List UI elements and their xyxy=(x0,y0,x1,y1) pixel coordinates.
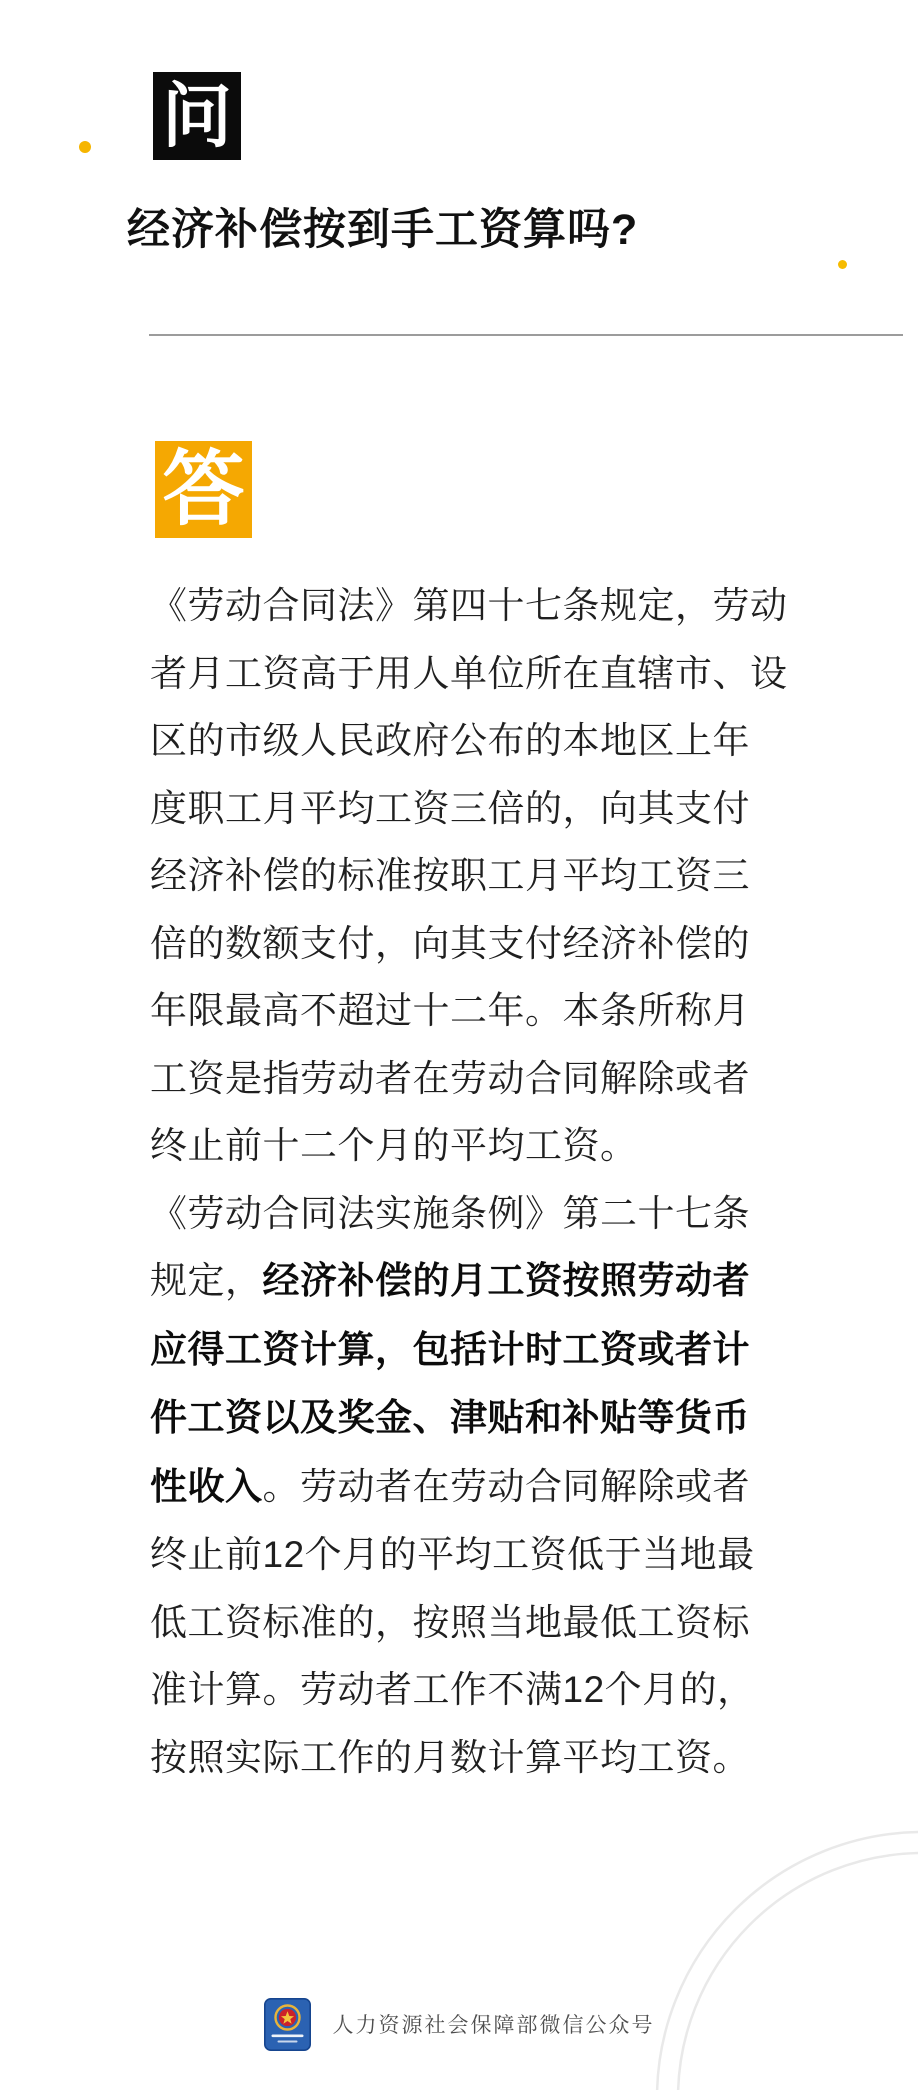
question-marker-glyph: 问 xyxy=(162,77,232,155)
answer-text-bold: 件工资以及奖金、津贴和补贴等货币 xyxy=(150,1398,750,1439)
answer-text: 按照实际工作的月数计算平均工资。 xyxy=(150,1736,750,1778)
answer-text: 《劳动合同法实施条例》第二十七条 xyxy=(150,1192,750,1234)
answer-line xyxy=(150,1453,810,1522)
answer-line xyxy=(150,1180,810,1248)
answer-text: 终止前十二个月的平均工资。 xyxy=(150,1125,638,1166)
answer-line xyxy=(150,1724,810,1792)
answer-line xyxy=(150,775,810,843)
answer-text: 低工资标准的，按照当地最低工资标 xyxy=(150,1601,750,1643)
answer-text-bold: 性收入 xyxy=(150,1466,263,1508)
answer-line xyxy=(150,1045,810,1113)
answer-marker-block xyxy=(155,441,252,538)
answer-text: 者月工资高于用人单位所在直辖市、设 xyxy=(150,652,788,694)
answer-line xyxy=(150,842,810,910)
answer-line xyxy=(150,1247,810,1316)
answer-text: 《劳动合同法》第四十七条规定，劳动 xyxy=(150,585,788,626)
answer-text: 准计算。劳动者工作不满12个月的， xyxy=(150,1669,755,1710)
answer-line xyxy=(150,1384,810,1453)
answer-line xyxy=(150,977,810,1045)
answer-text: 终止前12个月的平均工资低于当地最 xyxy=(150,1534,755,1575)
answer-text: 度职工月平均工资三倍的，向其支付 xyxy=(150,787,750,829)
question-title: 经济补偿按到手工资算吗? xyxy=(127,206,639,254)
answer-line xyxy=(150,640,810,708)
answer-line xyxy=(150,1656,810,1724)
answer-line xyxy=(150,1521,810,1589)
answer-text-bold: 经济补偿的月工资按照劳动者 xyxy=(262,1261,750,1302)
answer-line xyxy=(150,910,810,978)
answer-line xyxy=(150,707,810,775)
national-emblem-logo-icon xyxy=(264,1998,311,2051)
answer-body xyxy=(150,572,810,1791)
yellow-dot-decor xyxy=(838,260,847,269)
answer-text: 工资是指劳动者在劳动合同解除或者 xyxy=(150,1057,750,1099)
answer-text: 年限最高不超过十二年。本条所称月 xyxy=(150,990,750,1031)
answer-text: 倍的数额支付，向其支付经济补偿的 xyxy=(150,922,750,964)
answer-text-bold: 应得工资计算，包括计时工资或者计 xyxy=(150,1329,750,1371)
answer-marker-glyph: 答 xyxy=(162,443,245,535)
answer-line xyxy=(150,1316,810,1385)
answer-line xyxy=(150,572,810,640)
answer-text: 区的市级人民政府公布的本地区上年 xyxy=(150,720,750,761)
divider-line xyxy=(149,334,903,336)
answer-text: 。劳动者在劳动合同解除或者 xyxy=(262,1465,750,1507)
answer-text: 经济补偿的标准按职工月平均工资三 xyxy=(150,855,750,896)
answer-line xyxy=(150,1589,810,1657)
footer-account-label: 人力资源社会保障部微信公众号 xyxy=(332,2014,655,2037)
question-marker-block xyxy=(153,72,241,160)
yellow-dot-decor xyxy=(79,141,91,153)
answer-text: 规定， xyxy=(150,1260,263,1301)
answer-line xyxy=(150,1112,810,1180)
footer xyxy=(0,1992,918,2056)
